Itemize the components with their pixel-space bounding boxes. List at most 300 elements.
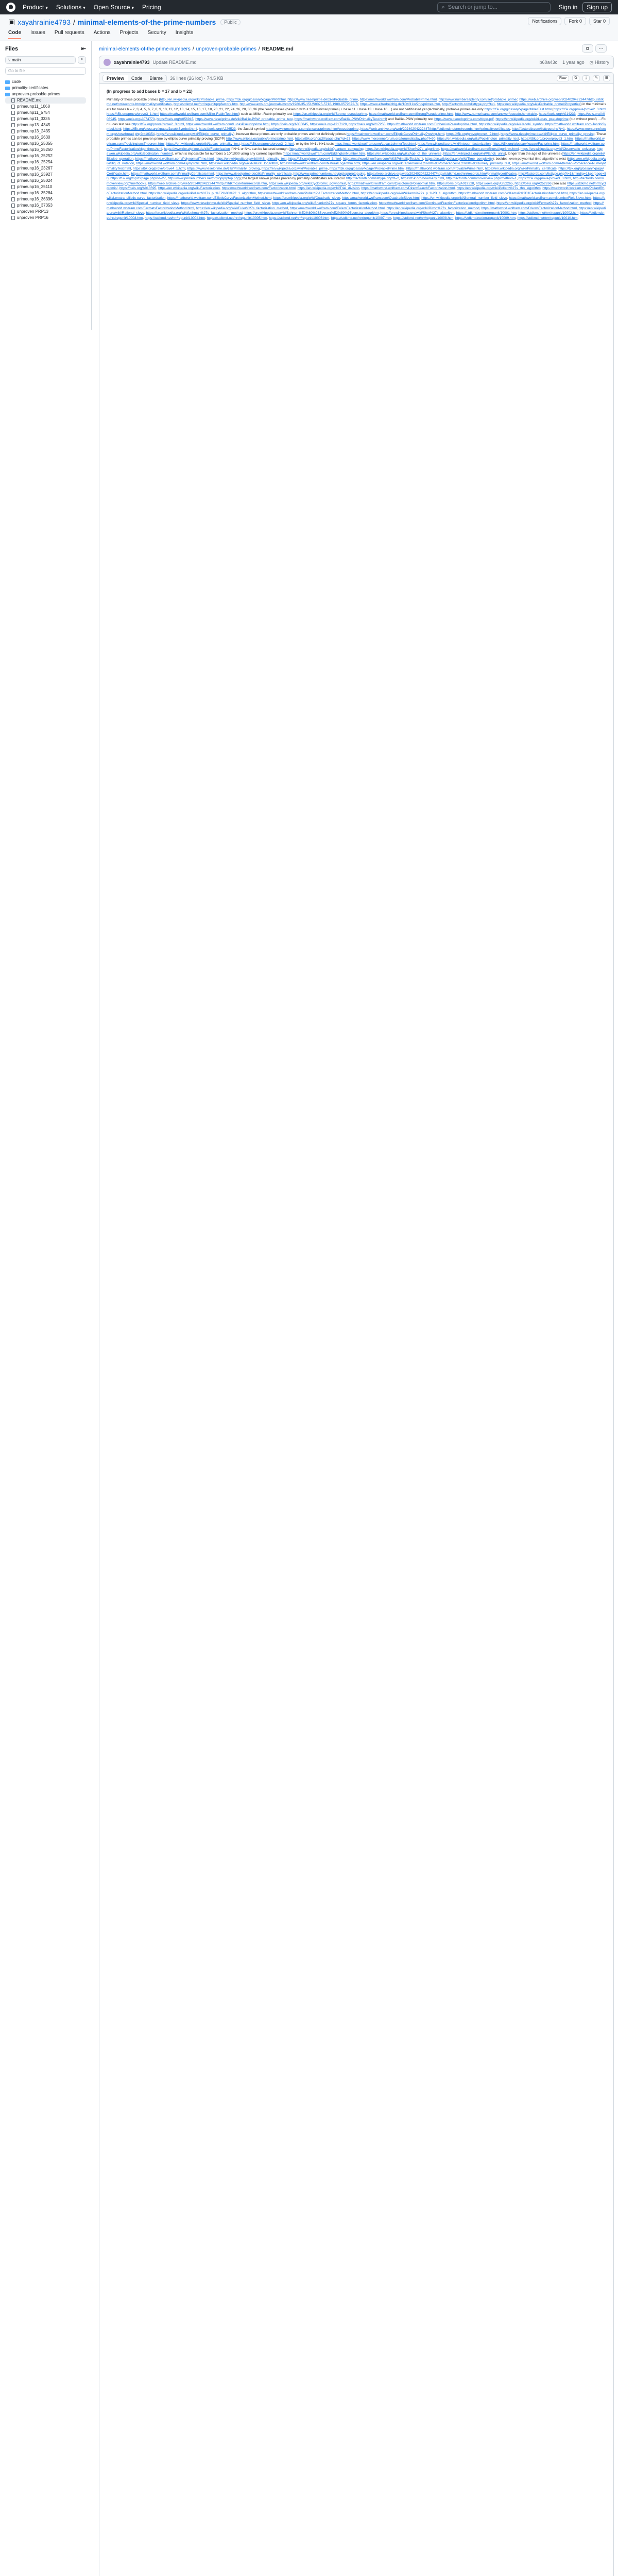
github-logo-icon[interactable]: [6, 3, 15, 12]
readme-link[interactable]: https://www.rieselprime.de/ziki/Probable_prime: [287, 97, 358, 101]
readme-link[interactable]: https://t5k.org/glossary/xpage/MillerTest.html: [484, 107, 552, 111]
readme-text: ,: [328, 166, 330, 171]
readme-link[interactable]: https://t5k.org/howmany.html: [401, 177, 444, 181]
readme-text: ,: [271, 196, 273, 200]
readme-link[interactable]: https://t5k.org/prove/prove3_1.html: [521, 137, 574, 141]
readme-link[interactable]: https://t5k.org/glossary/xpage/Certificate.html: [107, 166, 604, 176]
repo-name-link[interactable]: minimal-elements-of-the-prime-numbers: [77, 18, 216, 26]
readme-text: ,: [255, 191, 258, 195]
readme-link[interactable]: https://en.wikipedia.org/wiki/Dixon%27s_factorization_method: [386, 206, 479, 210]
readme-link[interactable]: https://en.wikipedia.org/wiki/Special_number_field_sieve: [107, 196, 606, 206]
readme-link[interactable]: https://mathworld.wolfram.com/EulersFactorizationMethod.html: [289, 206, 385, 210]
readme-link[interactable]: https://mathworld.wolfram.com/DirectSearchFactorization.html: [361, 187, 455, 191]
sign-up-button[interactable]: Sign up: [582, 2, 612, 12]
readme-link[interactable]: https://oeis.org/A226523: [199, 127, 236, 131]
readme-link[interactable]: https://t5k.org/prove/prove2_3.html: [131, 122, 184, 126]
readme-link[interactable]: https://oeis.org/A006945: [107, 112, 605, 121]
readme-link[interactable]: http://www.numbersaplenty.com/set/probable_prime/: [438, 97, 518, 101]
readme-link[interactable]: https://t5k.org/prove/prove3_1.html: [107, 112, 159, 116]
readme-link[interactable]: https://en.wikipedia.org/wiki/Pocklington_primality_test: [437, 137, 519, 141]
file-tree-sidebar: [0, 41, 92, 330]
tree-file[interactable]: [5, 153, 86, 159]
breadcrumb-folder-link[interactable]: unproven-probable-primes: [196, 46, 256, 52]
readme-link[interactable]: http://www.ellipsa.eu/public/primo/primo.html: [226, 137, 294, 141]
tree-item-label: primeunp16_25252: [17, 154, 53, 158]
readme-link[interactable]: https://mathworld.wolfram.com/ShorsAlgorithm.html: [441, 147, 519, 151]
readme-text: ,: [385, 122, 388, 126]
readme-text: ,: [154, 117, 157, 121]
repo-icon: ▣: [8, 18, 15, 26]
readme-link[interactable]: https://en.wikipedia.org/wiki/Shor%27s_algorithm: [365, 147, 439, 151]
folder-icon: [5, 80, 10, 84]
readme-link[interactable]: https://stdkmd.net/nrr/repunit/10002.htm: [518, 211, 579, 215]
readme-link[interactable]: https://stdkmd.net/nrr/repunit/10006.htm: [269, 216, 330, 220]
search-input[interactable]: [437, 2, 551, 12]
tree-file[interactable]: [5, 122, 86, 128]
tree-file[interactable]: [5, 209, 86, 215]
tree-item-label: primality-certificates: [12, 86, 48, 90]
readme-link[interactable]: https://mathworld.wolfram.com/LucasPseudoprime.html: [185, 122, 269, 126]
readme-link[interactable]: http://www.numericana.com/answer/pseudo.htm#rabin: [455, 112, 537, 116]
tree-file[interactable]: [5, 190, 86, 196]
readme-link[interactable]: https://en.wikipedia.org/wiki/Shanks%27s_square_forms_factorization: [272, 201, 377, 206]
commit-author[interactable]: xayahrainie4793: [114, 60, 150, 65]
readme-link[interactable]: https://t5k.org/prove/prove2_3.html: [553, 107, 606, 111]
readme-text: ,: [495, 103, 497, 107]
readme-link[interactable]: https://en.wikipedia.org/wiki/Euler%27s_factorization_method: [196, 206, 288, 210]
readme-link[interactable]: https://en.wikipedia.org/wiki/Observable_universe: [520, 147, 595, 151]
readme-link[interactable]: https://en.wikipedia.org/wiki/Adleman%E2%80%93Pomerance%E2%80%93Rumely_primality_test: [362, 162, 510, 166]
global-nav: [23, 4, 161, 11]
code-tab[interactable]: Code: [131, 75, 143, 81]
readme-text: ,: [225, 97, 227, 101]
file-icon: [11, 142, 15, 146]
readme-text: ,: [439, 147, 441, 151]
nav-solutions[interactable]: [56, 4, 85, 11]
readme-text: ,: [423, 157, 425, 161]
readme-link[interactable]: https://mathworld.wolfram.com/PolynomialTime.html: [135, 157, 214, 161]
readme-text: ,: [184, 122, 186, 126]
readme-text: ,: [537, 112, 539, 116]
tab-issues[interactable]: Issues: [30, 30, 45, 36]
readme-link[interactable]: https://oeis.org/A056915: [157, 117, 194, 121]
fork-button[interactable]: Fork 0: [564, 17, 586, 25]
readme-link[interactable]: https://mathworld.wolfram.com/Factorization.html: [221, 187, 296, 191]
star-button[interactable]: Star 0: [589, 17, 610, 25]
readme-text: ,: [399, 177, 401, 181]
readme-link[interactable]: https://stdkmd.net/nrr/repunit/10004.htm: [145, 216, 205, 220]
outline-icon[interactable]: ☰: [603, 75, 610, 81]
readme-link[interactable]: https://mathworld.wolfram.com/PrimeFactorizationAlgorithms.html: [107, 142, 605, 151]
readme-link[interactable]: https://t5k.org/glossary/xpage/Factoring.html: [492, 142, 560, 146]
repo-title: [8, 18, 241, 26]
readme-link[interactable]: https://en.wikipedia.org/wiki/Quantum_computing: [289, 147, 364, 151]
readme-link[interactable]: https://en.wikipedia.org/wiki/Age_of_the_universe: [367, 152, 442, 156]
readme-text: ,: [131, 166, 133, 171]
readme-link[interactable]: https://stdkmd.net/nrr/repunit/10003.htm: [107, 211, 605, 220]
readme-link[interactable]: https://t5k.org/prove/prove4_3.html: [288, 157, 341, 161]
readme-text: ,: [270, 201, 272, 206]
readme-text: ,: [164, 142, 167, 146]
tree-file[interactable]: [5, 116, 86, 122]
search-placeholder: Search or jump to...: [448, 4, 497, 10]
readme-link[interactable]: https://mathworld.wolfram.com/JacobiSymbol.html: [107, 122, 606, 131]
readme-text: ,: [499, 132, 501, 136]
readme-link[interactable]: https://en.wikipedia.org/wiki/AKS_primality_test: [215, 157, 287, 161]
readme-link[interactable]: http://factordb.com/nmoverview.php?method=2: [107, 177, 604, 185]
readme-link[interactable]: https://mathworld.wolfram.com/PocklingtonsTheorem.html: [107, 137, 605, 146]
readme-link[interactable]: https://stdkmd.net/nrr/cyclotomic/: [107, 181, 606, 191]
readme-text: ,: [358, 127, 360, 131]
readme-link[interactable]: https://www.rieselprime.de/ziki/Primality_proving: [187, 166, 260, 171]
readme-link[interactable]: https://en.wikipedia.org/wiki/Time_complexity: [425, 157, 493, 161]
readme-link[interactable]: https://www.rieselprime.de/ziki/Baillie-PSW_probable_prime_test: [195, 117, 293, 121]
readme-text: ,: [143, 216, 145, 220]
readme-link[interactable]: https://www.rieselprime.de/ziki/Factorization: [164, 147, 230, 151]
commit-hash[interactable]: b60a43c: [539, 59, 558, 65]
readme-link[interactable]: https://en.wikipedia.org/wiki/Primality_certificate: [485, 166, 557, 171]
readme-text: ,: [285, 97, 288, 101]
readme-link[interactable]: https://oeis.org/A217255: [348, 122, 386, 126]
readme-link[interactable]: https://mathworld.wolfram.com/EllipticCurvePrimalityProving.html: [347, 132, 444, 136]
chevron-down-icon: ▾: [45, 5, 48, 10]
tab-pull-requests[interactable]: Pull requests: [54, 30, 84, 36]
commit-message[interactable]: Update README.md: [152, 60, 197, 65]
readme-text: ,: [440, 103, 442, 107]
readme-link[interactable]: http://www.primenumbers.net/prptop/prptop.php: [293, 172, 366, 176]
tree-item-label: primeunp16_23927: [17, 172, 53, 177]
readme-link[interactable]: https://stdkmd.net/nrr/repunit/10009.htm: [455, 216, 516, 220]
file-icon: [11, 148, 15, 152]
readme-link[interactable]: https://t5k.org/top20/page.php?id=27: [295, 137, 351, 141]
readme-link[interactable]: https://mathworld.wolfram.com/EddingtonNumber.html: [283, 152, 366, 156]
readme-text: ,: [384, 206, 387, 210]
readme-link[interactable]: https://oeis.org/A217120: [310, 122, 347, 126]
readme-text: ,: [237, 103, 240, 107]
readme-link[interactable]: https://stdkmd.net/nrr/repunit/10007.htm: [331, 216, 391, 220]
readme-link[interactable]: https://en.wikipedia.org/wiki/Integer_factorization: [418, 142, 491, 146]
readme-link[interactable]: https://web.archive.org/web/20240204222447/http://stdkmd.net/nrr/records.htm: [148, 181, 267, 185]
readme-text: ,: [207, 162, 209, 166]
readme-link[interactable]: https://en.wikipedia.org/wiki/Cyclotomic_polynomial: [269, 181, 346, 185]
preview-tab[interactable]: Preview: [103, 75, 128, 81]
readme-link[interactable]: https://www.rieselprime.de/ziki/Primality_certificate: [215, 172, 292, 176]
tree-file[interactable]: [5, 196, 86, 202]
readme-link[interactable]: https://en.wikipedia.org/wiki/Natural_logarithm: [209, 162, 278, 166]
readme-link[interactable]: https://mathworld.wolfram.com/Adleman-Pomerance-RumelyPrimalityTest.html: [107, 162, 606, 171]
tab-insights[interactable]: Insights: [175, 30, 194, 36]
readme-link[interactable]: https://en.wikipedia.org/wiki/Schnorr%E2%80%93Seysen%E2%80%93Lenstra_algorithm: [244, 211, 379, 215]
tree-file[interactable]: [5, 97, 86, 104]
tree-file[interactable]: [5, 110, 86, 116]
readme-link[interactable]: https://web.archive.org/web/20240204222447/http://stdkmd.net/nrr/records.htm#primalitycertificates: [107, 97, 604, 107]
readme-text: ,: [493, 117, 496, 121]
breadcrumb-actions: [582, 44, 607, 53]
breadcrumb-separator: /: [258, 46, 260, 52]
history-label: History: [594, 59, 609, 65]
readme-link[interactable]: http://factordb.com/listtype.php?t=2: [346, 177, 399, 181]
more-options-icon[interactable]: ⋯: [595, 44, 607, 53]
readme-link[interactable]: https://oeis.org/A013595: [119, 187, 157, 191]
readme-link[interactable]: https://t5k.org/prove/prove4_1.html: [132, 166, 185, 171]
file-icon: [11, 210, 15, 214]
readme-text: ,: [358, 191, 361, 195]
readme-text: ,: [595, 147, 597, 151]
readme-text: ,: [453, 112, 455, 116]
readme-text: ,: [517, 177, 519, 181]
readme-link[interactable]: https://oeis.org/A252266: [514, 181, 552, 185]
tab-security[interactable]: Security: [147, 30, 166, 36]
readme-link[interactable]: https://mathworld.wolfram.com/ProvablePrime.html: [406, 166, 483, 171]
readme-link[interactable]: https://en.wikipedia.org/wiki/Williams%27s_p_%2B_1_algorithm: [360, 191, 457, 195]
readme-text: ,: [379, 211, 381, 215]
readme-link[interactable]: https://mathworld.wolfram.com/PollardRhoFactorizationMethod.html: [107, 187, 605, 195]
repo-owner-link[interactable]: xayahrainie4793: [18, 18, 71, 26]
readme-link[interactable]: https://www.mersenneforum.org/forumdisplay.php?f=90: [352, 137, 436, 141]
readme-link[interactable]: https://en.wikipedia.org/wiki/Lucas_pseudoprime: [495, 117, 569, 121]
readme-link[interactable]: https://en.wikipedia.org/wiki/Big_O_notation: [107, 157, 606, 166]
readme-text: ,: [591, 201, 594, 206]
copy-path-icon[interactable]: ⧉: [582, 44, 593, 53]
edit-icon[interactable]: ✎: [593, 75, 600, 81]
readme-link[interactable]: https://en.wikipedia.org/wiki/Pollard%27s_p_%E2%88%92_1_algorithm: [148, 191, 256, 195]
go-to-file-input[interactable]: Go to file: [5, 67, 86, 75]
folder-icon: [5, 93, 10, 96]
readme-link[interactable]: https://stdkmd.net/nrr/repunit/10001.htm: [456, 211, 517, 215]
readme-text: ); the largest known primes proven by primality certificates are listed in: [239, 177, 346, 181]
readme-text: ,: [179, 201, 181, 206]
readme-text: ,: [171, 103, 174, 107]
breadcrumb-separator: /: [192, 46, 194, 52]
raw-button[interactable]: Raw: [557, 75, 569, 81]
tree-file[interactable]: [5, 215, 86, 221]
readme-link[interactable]: https://t5k.org/top20/page.php?id=27: [110, 177, 166, 181]
readme-link[interactable]: https://mathworld.wolfram.com/Miller-RabinTest.html: [160, 112, 239, 116]
blame-tab[interactable]: Blame: [149, 75, 163, 81]
readme-link[interactable]: https://t5k.org/prove/prove4_2.html: [446, 132, 499, 136]
nav-pricing[interactable]: Pricing: [142, 4, 161, 11]
readme-link[interactable]: https://en.wikipedia.org/wiki/General_number_field_sieve: [421, 196, 507, 200]
readme-text: ,: [441, 152, 443, 156]
copy-icon[interactable]: ⧉: [572, 75, 579, 81]
readme-text: ,: [146, 191, 149, 195]
tree-file[interactable]: [5, 178, 86, 184]
readme-link[interactable]: https://mathworld.wolfram.com/AKSPrimalityTest.html: [342, 157, 423, 161]
readme-text: ,: [571, 177, 573, 181]
tree-file[interactable]: [5, 184, 86, 190]
readme-link[interactable]: https://mathworld.wolfram.com/EllipticCurveFactorizationMethod.html: [167, 196, 271, 200]
readme-link[interactable]: https://mathworld.wolfram.com/WilliamsP%2B1FactorizationMethod.html: [458, 191, 568, 195]
readme-link[interactable]: https://en.wikipedia.org/wiki/Factorization: [158, 187, 220, 191]
readme-text: ,: [121, 127, 124, 131]
readme-link[interactable]: http://factordb.com/listtype.php?t=1: [442, 103, 495, 107]
readme-link[interactable]: https://stdkmd.net/nrr/repunit/10005.htm: [207, 216, 267, 220]
tree-file[interactable]: [5, 104, 86, 110]
readme-link[interactable]: https://en.wikipedia.org/wiki/Lucas_primality_test: [166, 142, 240, 146]
readme-link[interactable]: https://oeis.org/A074773: [118, 117, 155, 121]
readme-link[interactable]: https://mathworld.wolfram.com/StrongPseudoprime.html: [369, 112, 454, 116]
readme-link[interactable]: https://web.archive.org/web/20240204222447/http://stdkmd.net/nrr/records.htm#primalitycertificates: [360, 127, 510, 131]
readme-link[interactable]: https://en.wikipedia.org/wiki/Shor%27s_algorithm: [380, 211, 455, 215]
readme-link[interactable]: https://en.wikipedia.org/wiki/Rational_sieve: [107, 206, 606, 215]
tree-item-label: primeunp16_37353: [17, 203, 53, 208]
readme-text: ,: [146, 181, 148, 185]
readme-link[interactable]: https://mathworld.wolfram.com/LucasLehmerTest.html: [334, 142, 416, 146]
avatar[interactable]: [104, 59, 111, 66]
readme-text: ), however these primes are only probable primes and not definitely primes: [233, 132, 347, 136]
readme-link[interactable]: https://en.wikipedia.org/wiki/Fermat%27s_factorization_method: [496, 201, 592, 206]
readme-link[interactable]: https://t5k.org/prove/prove3_2.html: [242, 142, 294, 146]
readme-link[interactable]: http://www.primenumbers.net/prptop/prptop.php: [167, 177, 239, 181]
readme-text: ,: [575, 112, 578, 116]
file-icon: [11, 123, 15, 127]
tree-item-label: primeunp16_25024: [17, 178, 53, 183]
readme-text: ,: [543, 122, 545, 126]
readme-text: ,: [454, 187, 457, 191]
readme-link[interactable]: https://stdkmd.net/nrr/repunit/10010.htm: [517, 216, 578, 220]
readme-link[interactable]: https://en.wikipedia.org/wiki/Probable_prime#Properties: [496, 103, 581, 107]
tree-folder[interactable]: [5, 85, 86, 91]
tree-item-label: primeunp16_25254: [17, 160, 53, 164]
readme-link[interactable]: https://t5k.org/glossary/xpage/PRP.html: [226, 97, 286, 101]
readme-link[interactable]: https://en.wikipedia.org/wiki/Lenstra_elliptic-curve_factorization: [107, 191, 605, 200]
readme-text: (see also: [551, 181, 568, 185]
readme-link[interactable]: https://mathworld.wolfram.com/Baillie-PSWPrimalityTest.html: [294, 117, 386, 121]
history-button[interactable]: [590, 60, 609, 65]
tree-folder[interactable]: [5, 79, 86, 85]
readme-link[interactable]: https://mathworld.wolfram.com/QuadraticSieve.html: [342, 196, 420, 200]
breadcrumb-repo-link[interactable]: minimal-elements-of-the-prime-numbers: [99, 46, 191, 52]
readme-text: ) in the minimal sets for bases b = 2, 3, 4, 5, 6, 7, 8, 9, 10, 11, 12, 13, 14, 15, 16, 17, 18, 20, 21, 22, 24, 26, 28, 30, 36 (the "easy" bases (bases b with ≤ 150 minimal primes) + base 11 + base 13 + base 16 ...) are not certificated yet (technically, probable primes are only: [107, 103, 606, 111]
readme-link[interactable]: https://www.pseudoprime.com/dopo.pdf: [434, 117, 494, 121]
readme-link[interactable]: https://www.rieselprime.de/ziki/Special_number_field_sieve: [181, 201, 270, 206]
readme-text: ,: [295, 187, 298, 191]
repo-header: [0, 14, 618, 41]
readme-link[interactable]: https://www.mersenneforum.org/showthread.php?t=10354: [107, 127, 606, 136]
sidebar-header: [5, 45, 86, 52]
nav-open-source[interactable]: [94, 4, 134, 11]
collapse-sidebar-icon[interactable]: ⇤: [81, 46, 86, 52]
readme-link[interactable]: https://www.rieselprime.de/ziki/Elliptic_curve_primality_proving: [501, 132, 595, 136]
readme-text: ,: [116, 117, 118, 121]
readme-link[interactable]: https://mathworld.wolfram.com/ProbablePrime.html: [359, 97, 437, 101]
nav-product[interactable]: [23, 4, 48, 11]
readme-link[interactable]: https://en.wikipedia.org/wiki/Quadratic_sieve: [273, 196, 340, 200]
chevron-down-icon: ▾: [83, 5, 85, 10]
tab-actions[interactable]: Actions: [93, 30, 111, 36]
readme-link[interactable]: https://en.wikipedia.org/wiki/Elliptic_curve_primality: [156, 132, 234, 136]
readme-link[interactable]: https://oeis.org/A019328: [437, 181, 474, 185]
readme-link[interactable]: https://en.wikipedia.org/wiki/Strong_pseudoprime: [293, 112, 367, 116]
readme-link[interactable]: https://t5k.org/glossary/xpage/JacobiSymbol.html: [123, 127, 197, 131]
sign-in-link[interactable]: Sign in: [558, 4, 578, 11]
readme-link[interactable]: http://en.wikipedia.org/wiki/Probable_prime: [160, 97, 225, 101]
breadcrumb-current-file: README.md: [262, 46, 294, 52]
branch-selector[interactable]: [5, 56, 76, 64]
tree-file[interactable]: [5, 202, 86, 209]
readme-link[interactable]: http://www.numericana.com/answer/primes.htm#pseudoprime: [266, 127, 359, 131]
notifications-button[interactable]: Notifications: [528, 17, 561, 25]
readme-text: , the Jacobi symbol: [235, 127, 266, 131]
readme-text: ,: [204, 216, 207, 220]
readme-link[interactable]: https://oeis.org/A014233: [539, 112, 576, 116]
search-files-button[interactable]: ⌕: [78, 56, 86, 64]
readme-link[interactable]: https://www.alfredreichlg.de/10w/11w/2nd/primes.htm: [360, 103, 440, 107]
readme-text: ,: [185, 166, 187, 171]
readme-text: ,: [510, 162, 512, 166]
tree-file[interactable]: [5, 141, 86, 147]
readme-link[interactable]: http://factordb.com/listtype.php?t=1: [511, 127, 565, 131]
readme-link[interactable]: http://www.ams.org/journals/mcom/1980-35-151/S0025-5718-1980-0572872-7/: [239, 103, 358, 107]
readme-link[interactable]: https://stdkmd.net/nrr/repunit/10008.htm: [393, 216, 454, 220]
readme-link[interactable]: https://en.wikipedia.org/wiki/Pollard%27s_rho_algorithm: [456, 187, 541, 191]
file-icon: [11, 160, 15, 164]
readme-link[interactable]: https://mathworld.wolfram.com/PollardP-1FactorizationMethod.html: [258, 191, 359, 195]
file-icon: [11, 111, 15, 115]
readme-link[interactable]: https://web.archive.org/web/20240204222447/http://stdkmd.net/nrr/records.htm#primalitycertificates: [367, 172, 517, 176]
tab-code[interactable]: Code: [8, 30, 21, 39]
tree-folder[interactable]: [5, 91, 86, 97]
readme-text: ,: [576, 206, 579, 210]
readme-link[interactable]: https://oeis.org/A252265: [476, 181, 513, 185]
repo-tabs: [8, 30, 193, 39]
readme-link[interactable]: https://en.wikipedia.org/wiki/Bitwise_operation: [107, 152, 605, 161]
readme-link[interactable]: https://en.wikipedia.org/wiki/Provable_prime: [261, 166, 328, 171]
readme-text: ) and Baillie–PSW primality test: [386, 117, 435, 121]
tree-file[interactable]: [5, 128, 86, 134]
readme-text: ,: [435, 181, 437, 185]
file-icon: [11, 98, 15, 103]
tree-file[interactable]: [5, 147, 86, 153]
file-viewer: [99, 72, 614, 2576]
download-icon[interactable]: ⤓: [582, 75, 590, 81]
tree-file[interactable]: [5, 172, 86, 178]
readme-text: ,: [340, 157, 343, 161]
readme-link[interactable]: https://en.wikipedia.org/wiki/Jacobi_symbol: [478, 122, 544, 126]
readme-link[interactable]: https://en.wikipedia.org/wiki/Trial_division: [297, 187, 359, 191]
readme-link[interactable]: http://stdkmd.net/nrr/repunit/prpfactors.htm: [174, 103, 238, 107]
readme-link[interactable]: http://factordb.com/nmoverview.php?method=1: [445, 177, 517, 181]
readme-text: ,: [329, 216, 331, 220]
readme-link[interactable]: https://en.wikipedia.org/wiki/Planck_units: [443, 152, 505, 156]
readme-link[interactable]: https://mathworld.wolfram.com/CyclotomicPolynomial.html: [348, 181, 436, 185]
readme-link[interactable]: https://mathworld.wolfram.com/Asymptotic.html: [136, 162, 207, 166]
readme-link[interactable]: http://factordb.com/listtype.php?t=1&mindig=1&perpage=50: [107, 172, 606, 181]
tab-projects[interactable]: Projects: [119, 30, 139, 36]
readme-link[interactable]: https://t5k.org/prove/prove3_3.html: [518, 177, 571, 181]
readme-link[interactable]: https://mathworld.wolfram.com/FrobeniusPseudoprime.html: [387, 122, 477, 126]
tree-file[interactable]: [5, 159, 86, 165]
branch-name: main: [12, 58, 21, 62]
readme-link[interactable]: https://oeis.org/A005845: [271, 122, 308, 126]
tree-file[interactable]: [5, 165, 86, 172]
branch-row: [5, 56, 86, 64]
tree-file[interactable]: [5, 134, 86, 141]
readme-text: ,: [365, 172, 367, 176]
readme-link[interactable]: https://mathworld.wolfram.com/NaturalLogarithm.html: [280, 162, 360, 166]
readme-link[interactable]: https://en.wikipedia.org/wiki/Eddington_number: [107, 147, 603, 156]
readme-text: ,: [556, 166, 559, 171]
readme-link[interactable]: https://mathworld.wolfram.com/FermatsFactorizationMethod.html: [107, 201, 604, 210]
readme-link[interactable]: https://t5k.org/glossary/xpage/ProvablePrime.html: [329, 166, 405, 171]
readme-link[interactable]: https://mathworld.wolfram.com/DixonsFactorizationMethod.html: [481, 206, 577, 210]
readme-link[interactable]: https://mathworld.wolfram.com/NumberFieldSieve.html: [509, 196, 592, 200]
readme-link[interactable]: https://mathworld.wolfram.com/ContinuedFractionFactorizationAlgorithm.html: [379, 201, 495, 206]
readme-link[interactable]: https://mathworld.wolfram.com/PrimalityCertificate.html: [131, 172, 214, 176]
tree-item-label: primeunp16_35284: [17, 191, 53, 195]
readme-link[interactable]: https://en.wikipedia.org/wiki/Lehman%27s_factorization_method: [146, 211, 243, 215]
readme-text: ,: [419, 196, 422, 200]
